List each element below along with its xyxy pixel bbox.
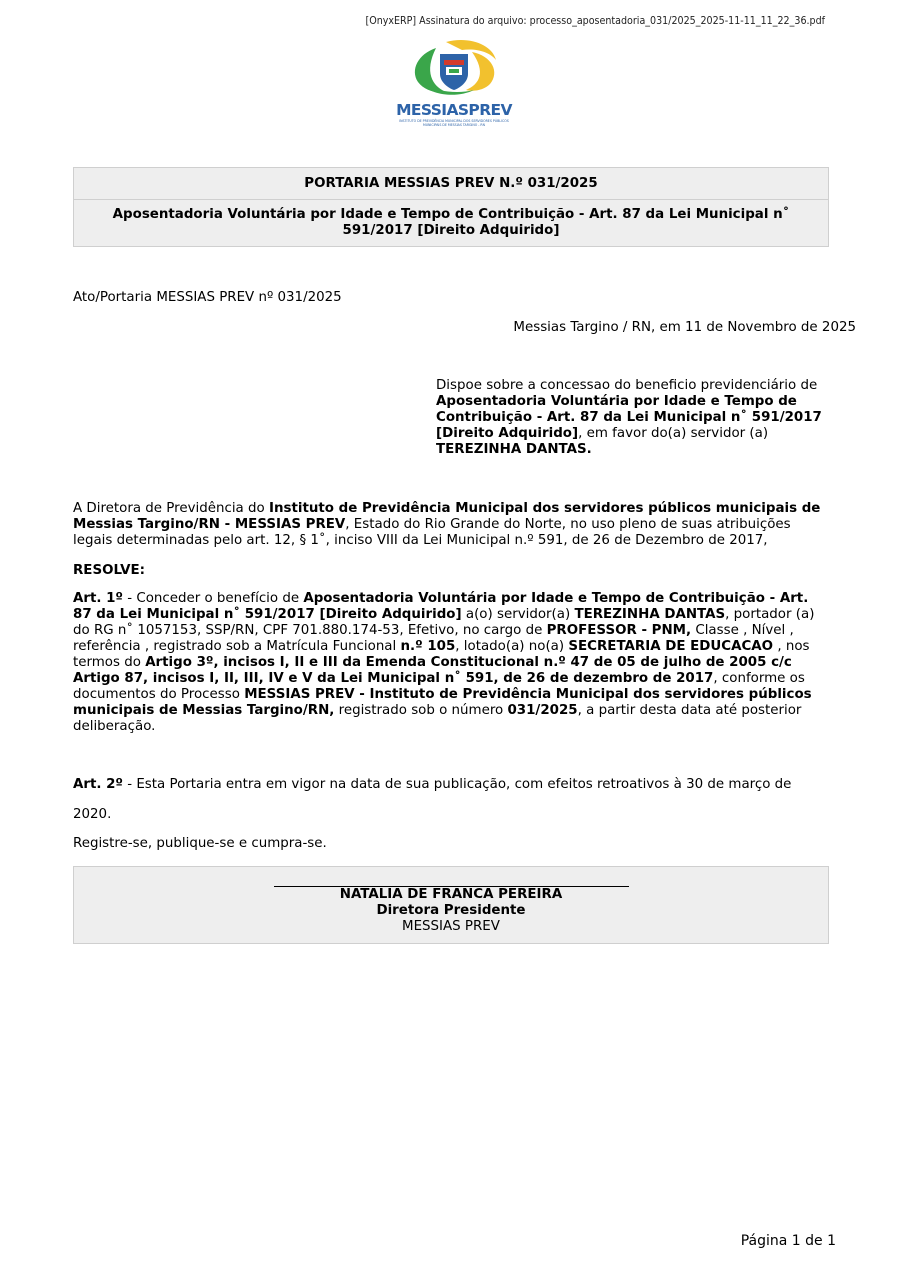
article-text: , portador (a) do RG n˚ 1057153, SSP/RN, CPF 701.880.174-53, Efetivo, no cargo de [73, 607, 815, 638]
institute-name: Instituto de Previdência Municipal dos servidores públicos municipais de Messias Targino/RN - MESSIAS PREV [73, 501, 821, 532]
article-text: , conforme os documentos do Processo [73, 671, 805, 702]
legal-basis: Artigo 3º, incisos I, II e III da Emenda Constitucional n.º 47 de 05 de julho de 2005 c/c Artigo 87, incisos I, II, III, IV e V da Lei Municipal n˚ 591, de 26 de dezembro de 2017 [73, 655, 792, 686]
ementa-servant: TEREZINHA DANTAS. [436, 442, 592, 457]
process-number: 031/2025 [507, 703, 578, 718]
preamble [73, 501, 829, 549]
portaria-title: PORTARIA MESSIAS PREV N.º 031/2025 [304, 176, 598, 191]
resolve-heading: RESOLVE: [73, 563, 146, 578]
logo-title [388, 102, 520, 118]
article-text: registrado sob o número [334, 703, 508, 718]
logo-subtitle: INSTITUTO DE PREVIDÊNCIA MUNICIPAL DOS SERVIDORES PÚBLICOS MUNICIPAIS DE MESSIAS TARGINO - RN [399, 119, 509, 127]
ementa-intro: Dispoe sobre a concessao do beneficio previdenciário de [436, 378, 818, 393]
logo-name: MESSIASPREV [396, 101, 512, 119]
department: SECRETARIA DE EDUCACAO [568, 639, 774, 654]
registration: n.º 105 [400, 639, 456, 654]
logo-emblem-icon [388, 38, 520, 102]
page-number: Página 1 de 1 [740, 1233, 836, 1249]
preamble-text: A Diretora de Previdência do [73, 501, 269, 516]
messiasprev-logo [388, 38, 520, 130]
article-text: , nos termos do [73, 639, 810, 670]
ementa [436, 378, 834, 458]
portaria-subtitle: Aposentadoria Voluntária por Idade e Tempo de Contribuição - Art. 87 da Lei Municipal n˚ 591/2017 [Direito Adquirido] [74, 199, 828, 246]
date-line: Messias Targino / RN, em 11 de Novembro de 2025 [513, 320, 856, 335]
signatory-name: NATALIA DE FRANCA PEREIRA [339, 887, 563, 902]
article-text: , lotado(a) no(a) [455, 639, 569, 654]
servant-name: TEREZINHA DANTAS [574, 607, 726, 622]
article-text: a(o) servidor(a) [461, 607, 575, 622]
article-text: - Conceder o benefício de [123, 591, 304, 606]
file-signature: [OnyxERP] Assinatura do arquivo: processo_aposentadoria_031/2025_2025-11-11_11_22_36.pdf [365, 15, 825, 27]
preamble-text: , Estado do Rio Grande do Norte, no uso pleno de suas atribuições legais determinadas pelo art. 12, § 1˚, inciso VIII da Lei Municipal n.º 591, de 26 de Dezembro de 2017, [73, 517, 791, 548]
article-text: - Esta Portaria entra em vigor na data de sua publicação, com efeitos retroativos à 30 de março de [123, 777, 792, 792]
ato-reference: Ato/Portaria MESSIAS PREV nº 031/2025 [73, 290, 342, 305]
article-label: Art. 1º [73, 591, 123, 606]
article-2 [73, 777, 813, 793]
article-1 [73, 591, 829, 735]
article-text: , a partir desta data até posterior deliberação. [73, 703, 802, 734]
article-text: Classe , Nível , referência , registrado sob a Matrícula Funcional [73, 623, 794, 654]
closing-line: Registre-se, publique-se e cumpra-se. [73, 836, 327, 851]
portaria-header [73, 167, 829, 247]
signature-box [73, 866, 829, 944]
process-name: MESSIAS PREV - Instituto de Previdência Municipal dos servidores públicos municipais de Messias Targino/RN, [73, 687, 812, 718]
ementa-mid: , em favor do(a) servidor (a) [578, 426, 769, 441]
signatory-org: MESSIAS PREV [402, 919, 500, 934]
position: PROFESSOR - PNM, [546, 623, 692, 638]
signatory-role: Diretora Presidente [376, 903, 526, 918]
ementa-benefit: Aposentadoria Voluntária por Idade e Tempo de Contribuição - Art. 87 da Lei Municipal n˚ 591/2017 [Direito Adquirido] [436, 394, 822, 441]
article-2-year: 2020. [73, 807, 112, 822]
benefit-name: Aposentadoria Voluntária por Idade e Tempo de Contribuição - Art. 87 da Lei Municipal n˚ 591/2017 [Direito Adquirido] [73, 591, 809, 622]
article-label: Art. 2º [73, 777, 123, 792]
